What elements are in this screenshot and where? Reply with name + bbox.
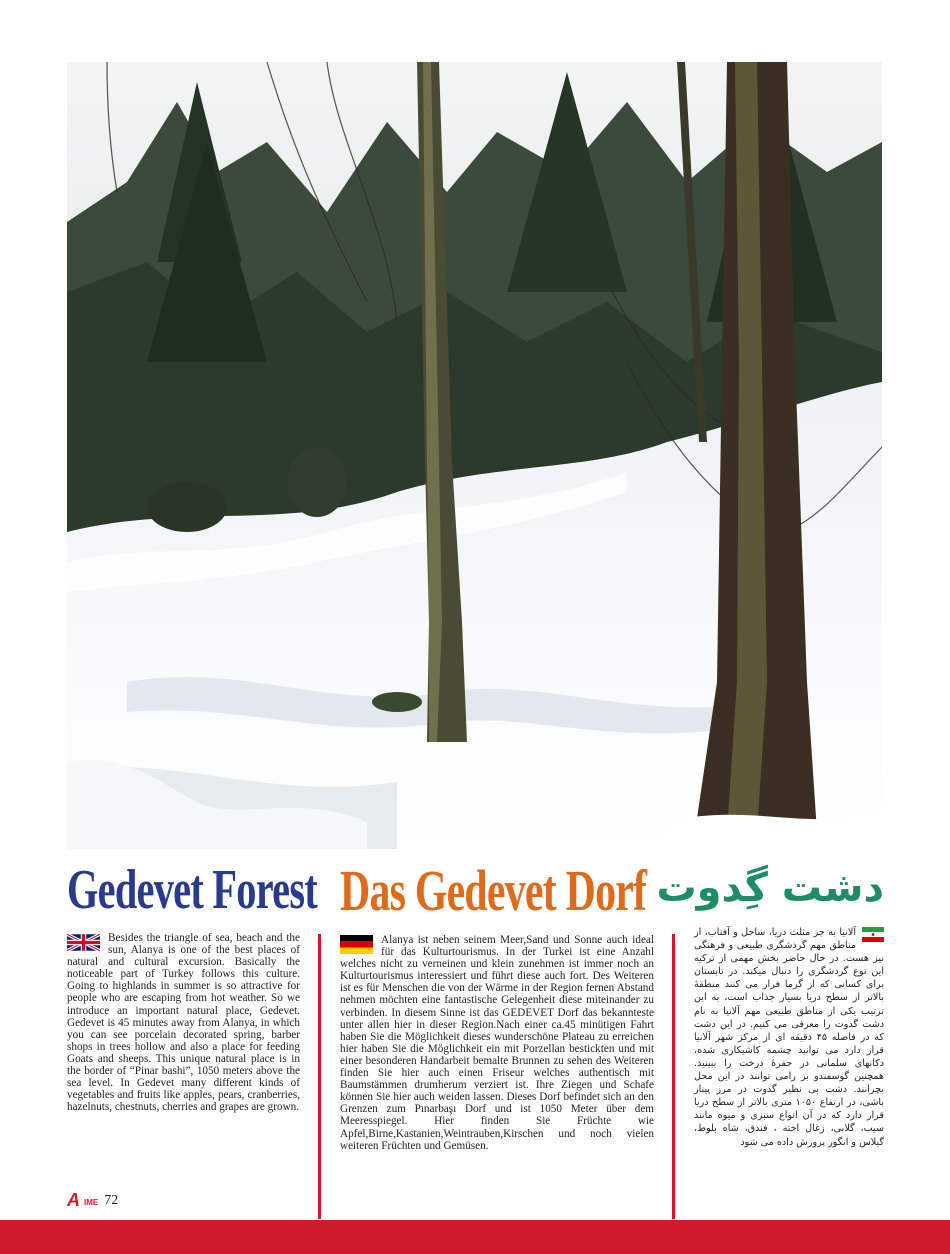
page-footer <box>67 1190 118 1211</box>
german-title: Das Gedevet Dorf <box>340 858 647 923</box>
german-column <box>340 858 654 1152</box>
persian-body-container <box>694 926 884 1149</box>
page-number: 72 <box>104 1192 119 1208</box>
germany-flag-icon <box>340 935 373 954</box>
english-body-container <box>67 932 300 1113</box>
german-body-container <box>340 934 654 1152</box>
english-body: Besides the triangle of sea, beach and the sun, Alanya is one of the best places of natural and cultural excursion. Basically the noticeable part of Turkey follows this culture. Going to highlands in summer is so attractive for people who are escaping from hot weather. So we introduce an important natural place, Gedevet. Gedevet is 45 minutes away from Alanya, in which you can see porcelain decorated spring, barber shops in trees hollow and also a place for feeding Goats and sheeps. This unique natural place is in the border of “Pinar bashi”, 1050 meters above the sea level. In Gedevet many different kinds of vegetables and fruits like apples, pears, cranberries, hazelnuts, chestnuts, cherries and grapes are grown. <box>67 932 300 1114</box>
persian-title: دشت گِدوت <box>656 865 884 911</box>
uk-flag-icon <box>67 933 100 952</box>
column-divider-left <box>318 934 321 1219</box>
german-body: Alanya ist neben seinem Meer,Sand und Sonne auch ideal für das Kulturtourismus. In der Turkei ist eine Anzahl welches nicht zu verneinen und klein zunehmen ist immer noch an Kulturtourismus interessiert und führt diese auch fort. Des Weiteren ist es für Menschen die von der Wärme in der Region fernen Abstand nehmen möchten eine fantastische Gelegenheit diese miteinander zu verbinden. In diesem Sinne ist das GEDEVET Dorf das bekannteste unter allen hier in dieser Region.Nach einer ca.45 minütigen Fahrt haben Sie die Möglichkeit dieses wunderschöne Plateau zu erreichen hier haben Sie die Möglichkeit ein mit Porzellan bestickten und mit einer besonderen Handarbeit bemalte Brunnen zu sehen des Weiteren finden Sie hier auch einen Friseur welches authentisch mit Baumstämmen drumherum verziert ist. Ihre Ziegen und Schafe können Sie hier auch weiden lassen. Dieses Dorf befindet sich an den Grenzen zum Pınarbaşı Dorf und ist 1050 Meter über dem Meeresspiegel. Hier finden Sie Früchte wie Apfel,Birne,Kastanien,Weintrauben,Kirschen und noch vielen weiteren Früchten und Gemüsen. <box>340 934 654 1152</box>
persian-body: آلانیا به جز مثلث دریا، ساحل و آفتاب، از مناطق مهم گردشگری طبیعی و فرهنگی نیز هست. در حال حاضر بخش مهمی از ترکیه این نوع گردشگری را دنبال میکند. در تابستان برای کسانی که از گرما فرار می کنند منطقهٔ بالاتر از سطح دریا بسیار جذاب است، به این ترتیب یکی از مناطق طبیعی مهم آلانیا به نام دشت گدوت را معرفی می کنیم. در این دشت که در فاصله ۴۵ دقیقه ای از مرکز شهر آلانیا قرار دارد می توانید چشمه کاشیکاری شده، دکانهای سلمانی در حفرهٔ درخت را ببینید. همچنین گوسفندو بز رامی توانند در این محل بچرانند. دشت بی نظیر گدوت در مرز پینار باشی، در ارتفاع ۱۰۵۰ متری بالاتر از سطح دریا قرار دارد که در آن انواع سبزی و میوه مانند سیب، گلابی، زغال اخته ، فندق، شاه بلوط، گیلاس و انگور پرورش داده می شود <box>694 927 885 1148</box>
iran-flag-icon <box>862 927 884 942</box>
column-divider-right <box>672 934 675 1219</box>
snowy-forest-photo <box>67 62 882 849</box>
footer-bar <box>0 1220 950 1254</box>
aime-logo-text: IME <box>84 1198 99 1207</box>
english-column <box>67 859 318 1114</box>
english-title: Gedevet Forest <box>67 859 318 921</box>
persian-column <box>656 862 885 1149</box>
aime-logo-mark: A <box>67 1190 80 1210</box>
